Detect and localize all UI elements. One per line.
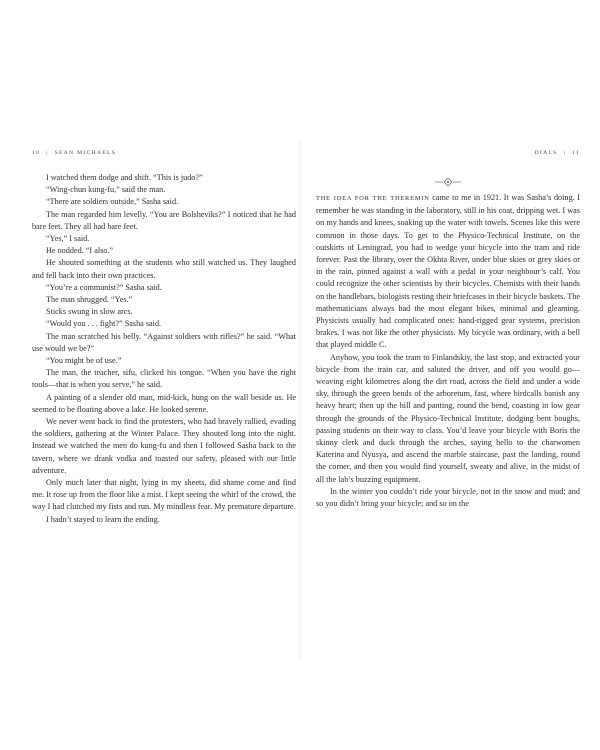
paragraph: “You’re a communist?” Sasha said. [46,282,162,292]
right-page [316,150,580,510]
paragraph: Only much later that night, lying in my sheets, did shame come and find me. It rose up from the floor like a mist. I kept seeing the whirl of the crowd, the way I had clutched my fists and run. My mindless fear. My premature departure. [32,478,296,512]
opening-paragraph [316,192,580,352]
left-running-head [32,150,296,160]
left-running-head-title: SEAN MICHAELS [54,150,117,156]
paragraph: A painting of a slender old man, mid-kick, hung on the wall beside us. He seemed to be floating above a lake. He looked serene. [32,392,296,414]
page-gutter [298,140,302,660]
paragraph: The man, the teacher, sifu, clicked his tongue. “When you have the right tools—that is when you serve,” he said. [32,368,296,390]
opening-paragraph-body: came to me in 1921. It was Sasha’s doing. I remember he was standing in the laboratory, still in his coat, dripping wet. I was on my hands and knees, soaking up the water with towels. Scenes like this were common in those days. To get to the Physico-Technical Institute, on the outskirts of Leningrad, you had to wedge your bicycle into the tram and ride forever. Past the library, over the Okhta River, under blue skies or grey skies or in the rain, pinned against a wall with a pedal in your neighbour’s calf. You could recognize the other scientists by their bicycles. Chemists with their hands on the handlebars, biologists resting their briefcases in their bicycle baskets. The mathematicians always had the most elegant bikes, minimal and gleaming. Physicists usually had complicated ones: hand-rigged gear systems, precision brakes. I was not like the other physicists. My bicycle was ordinary, with a bell that played middle C. [316,193,581,350]
paragraph: “Wing-chun kung-fu,” said the man. [46,185,166,195]
right-page-number: 11 [572,150,580,156]
right-running-head [316,150,580,160]
right-running-head-title: DIALS [534,150,558,156]
paragraph: We never went back to find the protesters, who had bravely rallied, evading the soldiers, gathering at the Winter Palace. They shouted long into the night. Instead we watched the men do kung-fu and then I followed Sasha back to the tavern, where we drank vodka and toasted our safety, pleased with our little adventure. [32,417,296,475]
paragraph: The man scratched his belly. “Against soldiers with rifles?” he said. “What use would we be?” [32,331,296,353]
paragraph: In the winter you couldn’t ride your bicycle, not in the snow and mud; and so you didn’t bring your bicycle; and so on the [316,486,580,509]
lead-in-smallcaps: THE IDEA FOR THE THEREMIN [316,195,430,202]
paragraph: He nodded. “I also.” [46,246,114,256]
left-page [32,150,296,526]
section-ornament-icon [316,174,580,188]
paragraph: I watched them dodge and shift. “This is judo?” [46,173,203,182]
paragraph: Sticks swung in slow arcs. [46,307,133,317]
paragraph: “Would you . . . fight?” Sasha said. [46,319,162,329]
left-page-number: 10 [32,150,41,156]
paragraph: He shouted something at the students who still watched us. They laughed and fell back into their own practices. [32,258,296,280]
paragraph: “You might be of use.” [46,356,122,366]
paragraph: Anyhow, you took the tram to Finlandskiy, the last stop, and extracted your bicycle from the train car, and saluted the driver, and off you would go—weaving eight kilometres along the dirt road, across the field and under a wide sky, through the green bends of the arboretum, fast, where birdcalls banish any heavy heart; then up the hill and panting, round the bend, coasting in low gear through the grounds of the Physico-Technical Institute, dodging bent boughs, passing students on their way to class. You’d leave your bicycle with Boris the skinny clerk and duck through the arches, saying hello to the charwomen Katerina and Nyusya, and ascend the marble staircase, past the landing, round the corner, and then you would find yourself, sweaty and alive, in the midst of all the lab’s buzzing equipment. [316,352,580,484]
running-head-separator: | [46,150,49,156]
paragraph: I hadn’t stayed to learn the ending. [46,514,160,524]
paragraph: “Yes,” I said. [46,234,90,244]
running-head-separator: | [563,150,566,156]
paragraph: “There are soldiers outside,” Sasha said. [46,197,179,207]
left-page-text [32,172,296,526]
right-page-text [316,192,580,510]
paragraph: The man regarded him levelly. “You are Bolsheviks?” I noticed that he had bare feet. They all had bare feet. [32,209,296,231]
paragraph: The man shrugged. “Yes.” [46,295,133,305]
